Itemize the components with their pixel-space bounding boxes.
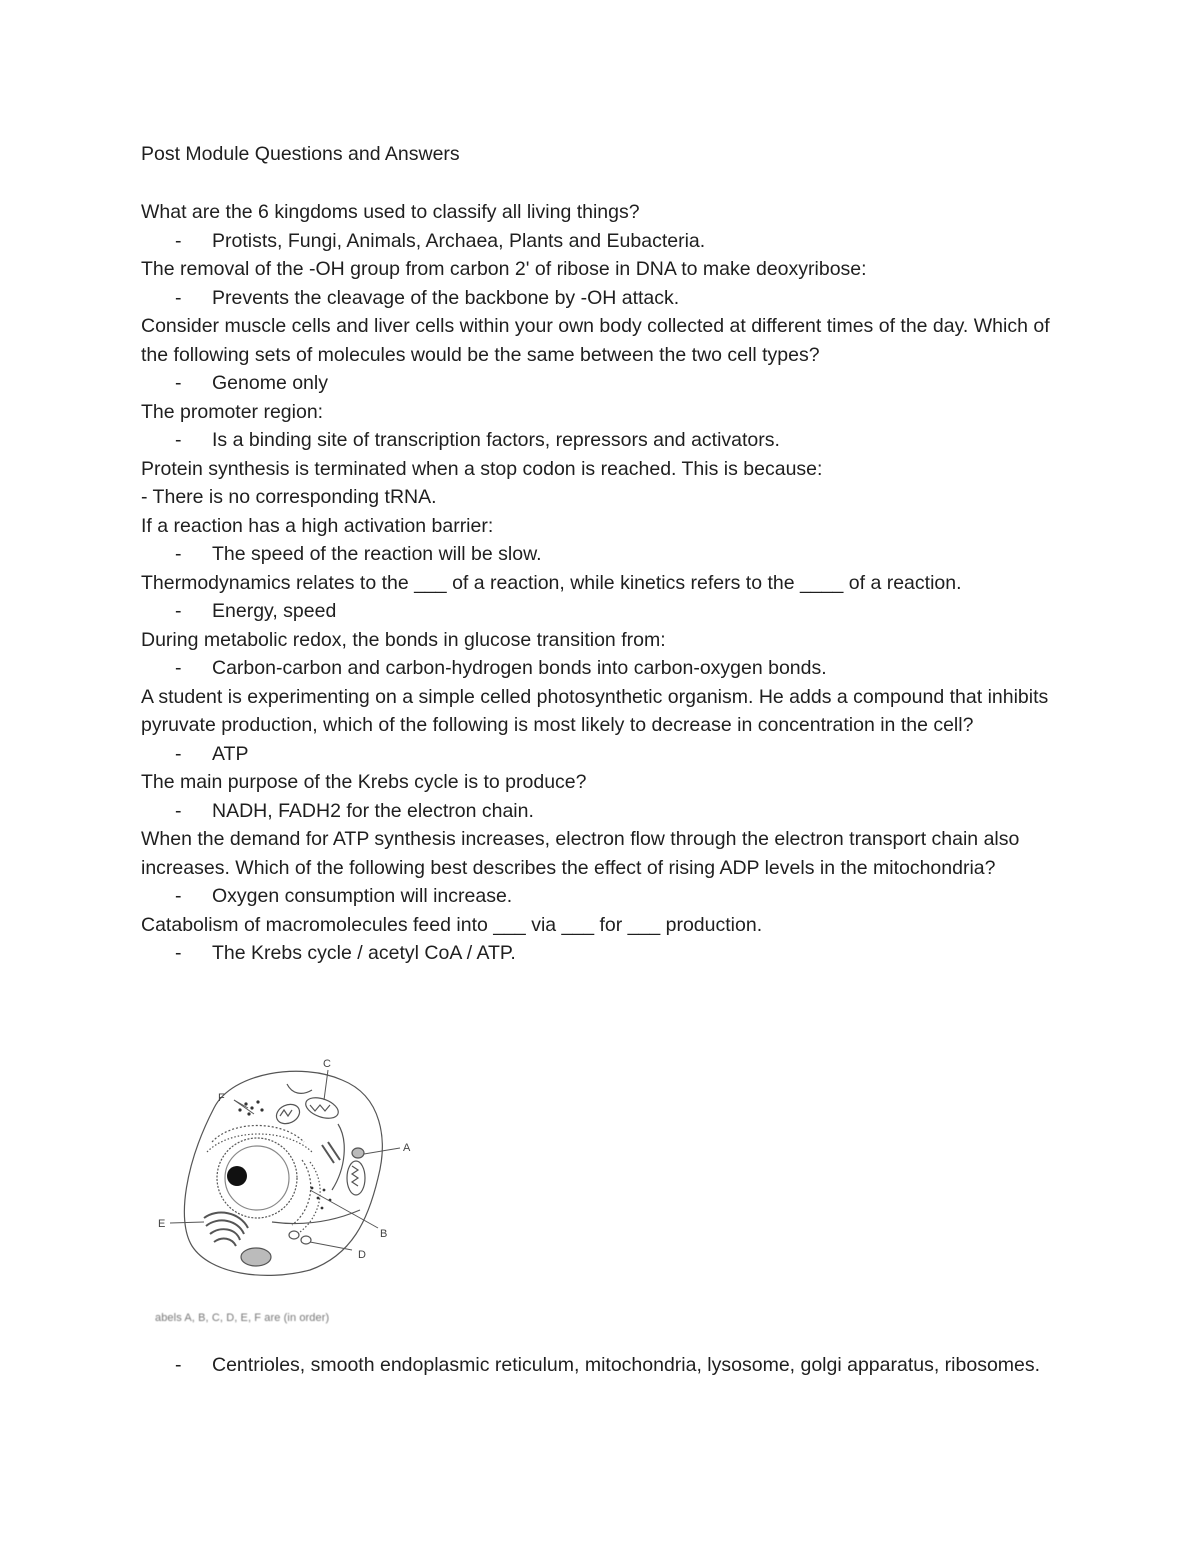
lysosome	[241, 1248, 271, 1266]
answer-text: The Krebs cycle / acetyl CoA / ATP.	[212, 942, 516, 964]
answer-2	[141, 284, 1081, 313]
answer-text: Genome only	[212, 372, 328, 394]
vesicle	[289, 1231, 299, 1239]
answer-bullet: -	[175, 885, 182, 907]
question-7: Thermodynamics relates to the ___ of a reaction, while kinetics refers to the ____ of a reaction.	[141, 571, 962, 594]
answer-bullet: -	[175, 657, 182, 679]
answer-text: NADH, FADH2 for the electron chain.	[212, 799, 534, 822]
figure-caption: abels A, B, C, D, E, F are (in order)	[155, 1312, 330, 1324]
question-5: Protein synthesis is terminated when a stop codon is reached. This is because:	[141, 457, 823, 480]
answer-bullet: -	[175, 429, 182, 451]
answer-10	[141, 797, 1081, 826]
question-12: Catabolism of macromolecules feed into ___ via ___ for ___ production.	[141, 913, 763, 936]
vesicle	[301, 1236, 311, 1244]
nucleolus	[227, 1166, 247, 1186]
answer-7	[141, 597, 1081, 626]
answer-4	[141, 426, 1081, 455]
answer-text: The speed of the reaction will be slow.	[212, 543, 542, 565]
diagram-label-d: D	[358, 1249, 366, 1261]
answer-text: Is a binding site of transcription factors, repressors and activators.	[212, 429, 780, 451]
question-10: The main purpose of the Krebs cycle is to produce?	[141, 771, 587, 793]
question-4: The promoter region:	[141, 400, 324, 423]
question-3: Consider muscle cells and liver cells within your own body collected at different times of the day. Which of the following sets of molecules would be the same between the two cell types?	[141, 315, 1050, 366]
question-1: What are the 6 kingdoms used to classify all living things?	[141, 201, 640, 223]
answer-5: - There is no corresponding tRNA.	[141, 486, 437, 508]
answer-bullet: -	[175, 600, 182, 622]
answer-9	[141, 740, 1081, 769]
question-9: A student is experimenting on a simple celled photosynthetic organism. He adds a compound that inhibits pyruvate production, which of the following is most likely to decrease in concentration in the cell?	[141, 685, 1049, 736]
answer-3	[141, 369, 1081, 398]
answer-text: Protists, Fungi, Animals, Archaea, Plants and Eubacteria.	[212, 229, 706, 252]
question-8: During metabolic redox, the bonds in glucose transition from:	[141, 628, 666, 651]
answer-text: Prevents the cleavage of the backbone by -OH attack.	[212, 286, 680, 309]
answer-bullet: -	[175, 1354, 182, 1376]
answer-bullet: -	[175, 286, 182, 309]
answer-bullet: -	[175, 229, 182, 252]
answer-text: Energy, speed	[212, 600, 337, 622]
answer-text: Centrioles, smooth endoplasmic reticulum, mitochondria, lysosome, golgi apparatus, ribosomes.	[212, 1354, 1041, 1376]
answer-12	[141, 939, 1081, 968]
mitochondrion	[347, 1161, 365, 1195]
question-6: If a reaction has a high activation barrier:	[141, 514, 494, 537]
answer-1	[141, 227, 1081, 256]
question-2: The removal of the -OH group from carbon 2' of ribose in DNA to make deoxyribose:	[141, 258, 867, 280]
answer-text: Carbon-carbon and carbon-hydrogen bonds into carbon-oxygen bonds.	[212, 657, 827, 679]
answer-6	[141, 540, 1081, 569]
diagram-label-a: A	[403, 1142, 411, 1154]
final-answer-block	[141, 1351, 1081, 1380]
final-answer	[141, 1351, 1081, 1380]
answer-text: Oxygen consumption will increase.	[212, 885, 513, 907]
answer-8	[141, 654, 1081, 683]
diagram-label-e: E	[158, 1218, 166, 1230]
diagram-label-f: F	[218, 1092, 225, 1104]
animal-cell-diagram	[152, 1050, 422, 1280]
diagram-label-b: B	[380, 1228, 388, 1240]
answer-text: ATP	[212, 742, 249, 765]
answer-bullet: -	[175, 799, 182, 822]
answer-11	[141, 882, 1081, 911]
question-11: When the demand for ATP synthesis increases, electron flow through the electron transport chain also increases. Which of the following best describes the effect of rising ADP levels in the mitochondria?	[141, 828, 1020, 879]
answer-bullet: -	[175, 543, 182, 565]
answer-bullet: -	[175, 742, 182, 765]
qa-list	[141, 198, 1081, 968]
answer-bullet: -	[175, 372, 182, 394]
document-title: Post Module Questions and Answers	[141, 143, 460, 165]
answer-bullet: -	[175, 942, 182, 964]
mitochondrion	[273, 1101, 302, 1127]
diagram-label-c: C	[323, 1058, 331, 1070]
